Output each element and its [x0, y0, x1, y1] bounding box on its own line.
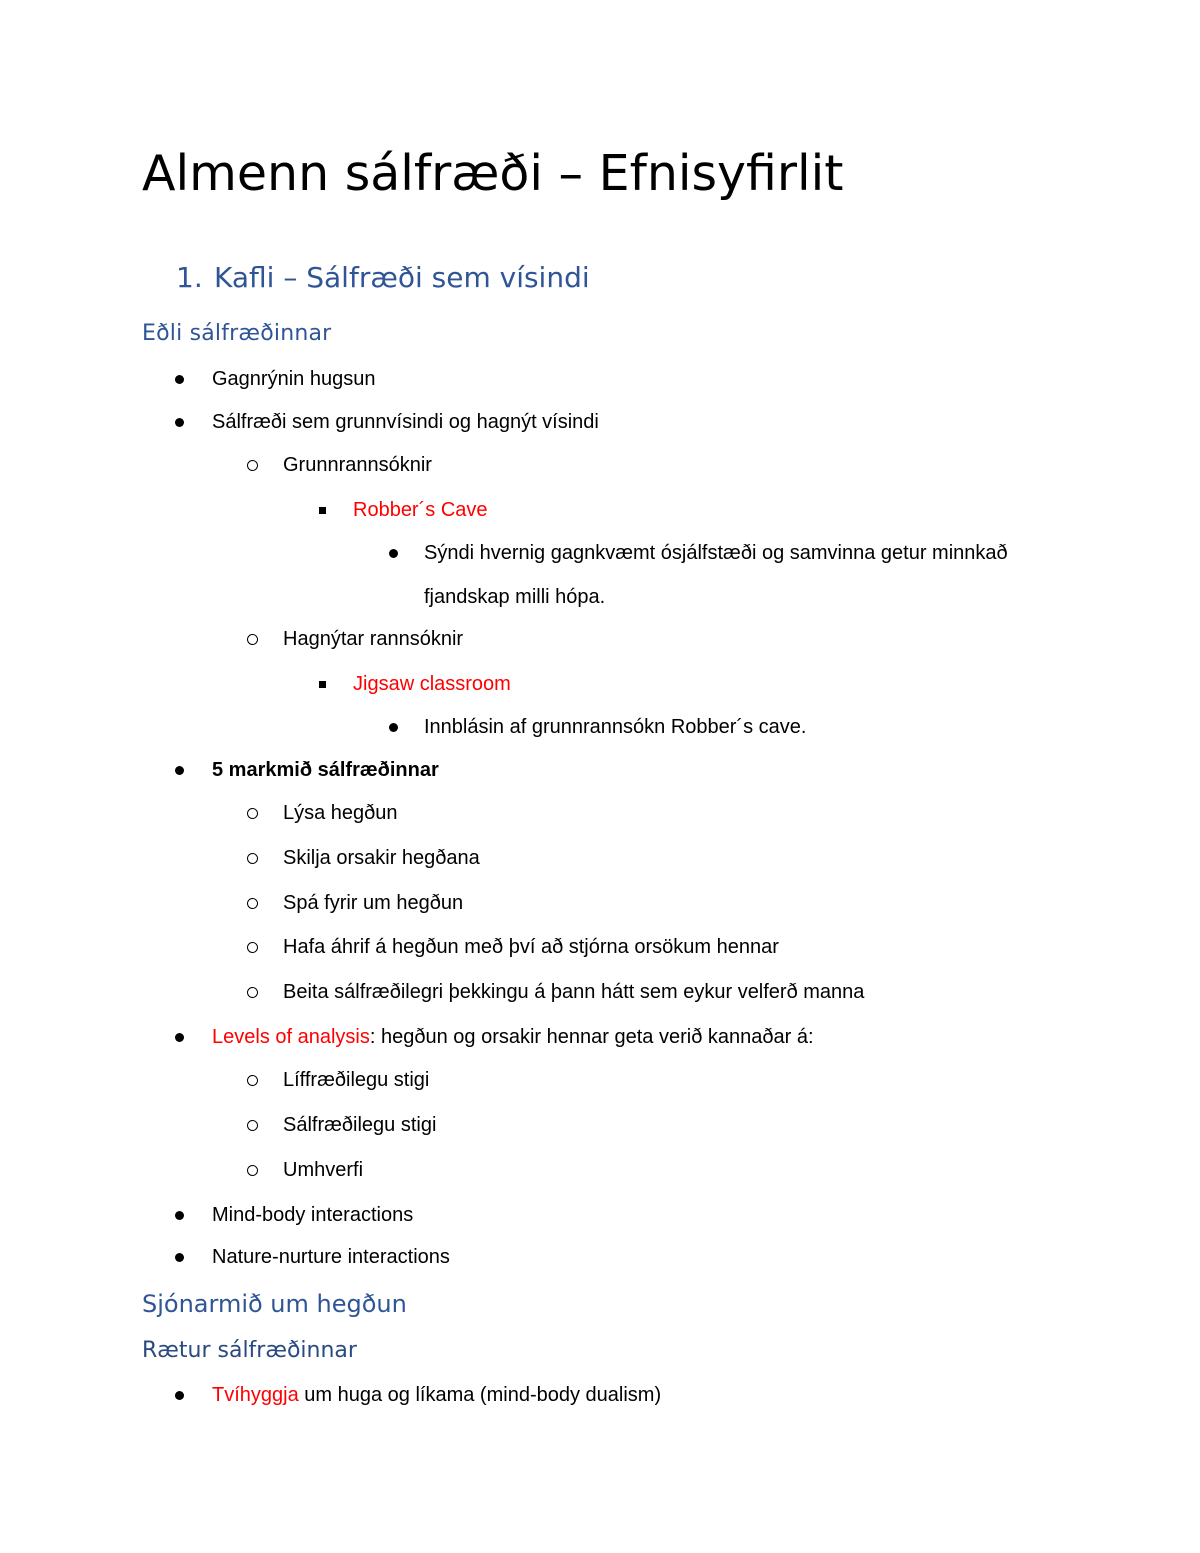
bullet-dot-icon	[389, 549, 398, 558]
bullet-circle-icon	[247, 1165, 258, 1176]
bullet-dot-icon	[175, 375, 184, 384]
term-highlight: Tvíhyggja	[212, 1384, 299, 1406]
bullet-dot-icon	[175, 1391, 184, 1400]
term-description: : hegðun og orsakir hennar geta verið kannaðar á:	[369, 1026, 814, 1048]
bullet-dot-icon	[175, 1033, 184, 1042]
list-item: Sýndi hvernig gagnkvæmt ósjálfstæði og samvinna getur minnkað	[424, 542, 1008, 564]
list-item	[212, 1023, 814, 1051]
section-heading-edli: Eðli sálfræðinnar	[142, 321, 332, 346]
term-description: um huga og líkama (mind-body dualism)	[298, 1384, 662, 1406]
bullet-dot-icon	[175, 1253, 184, 1262]
chapter-heading	[176, 258, 590, 298]
bullet-dot-icon	[175, 418, 184, 427]
bullet-square-icon	[319, 507, 326, 514]
bullet-circle-icon	[247, 1120, 258, 1131]
page-title: Almenn sálfræði – Efnisyfirlit	[142, 145, 844, 202]
list-item: Beita sálfræðilegri þekkingu á þann hátt sem eykur velferð manna	[283, 981, 865, 1003]
list-item: Mind-body interactions	[212, 1204, 414, 1226]
list-item: Hagnýtar rannsóknir	[283, 628, 464, 650]
section-heading-raetur: Rætur sálfræðinnar	[142, 1338, 357, 1363]
bullet-circle-icon	[247, 634, 258, 645]
bullet-circle-icon	[247, 808, 258, 819]
bullet-dot-icon	[175, 766, 184, 775]
term-highlight: Levels of analysis	[212, 1026, 370, 1048]
list-item: Jigsaw classroom	[353, 673, 511, 695]
bullet-dot-icon	[389, 723, 398, 732]
list-item: Hafa áhrif á hegðun með því að stjórna orsökum hennar	[283, 936, 779, 958]
list-item: Sálfræði sem grunnvísindi og hagnýt vísindi	[212, 411, 599, 433]
list-item: Umhverfi	[283, 1159, 364, 1181]
list-item: Gagnrýnin hugsun	[212, 368, 376, 390]
list-item	[212, 1381, 661, 1409]
bullet-circle-icon	[247, 1075, 258, 1086]
chapter-title: Kafli – Sálfræði sem vísindi	[214, 261, 590, 294]
list-item: Nature-nurture interactions	[212, 1246, 450, 1268]
list-item: Robber´s Cave	[353, 499, 488, 521]
list-item: Grunnrannsóknir	[283, 454, 432, 476]
bullet-dot-icon	[175, 1211, 184, 1220]
list-item: Sálfræðilegu stigi	[283, 1114, 437, 1136]
list-item: Skilja orsakir hegðana	[283, 847, 480, 869]
list-item: 5 markmið sálfræðinnar	[212, 759, 439, 781]
list-item-continuation: fjandskap milli hópa.	[424, 586, 606, 608]
bullet-circle-icon	[247, 942, 258, 953]
bullet-circle-icon	[247, 853, 258, 864]
list-item: Spá fyrir um hegðun	[283, 892, 464, 914]
list-item: Lýsa hegðun	[283, 802, 398, 824]
list-item: Innblásin af grunnrannsókn Robber´s cave.	[424, 716, 807, 738]
section-heading-sjonarmid: Sjónarmið um hegðun	[142, 1290, 407, 1318]
bullet-circle-icon	[247, 898, 258, 909]
bullet-circle-icon	[247, 460, 258, 471]
list-item: Líffræðilegu stigi	[283, 1069, 430, 1091]
bullet-circle-icon	[247, 987, 258, 998]
bullet-square-icon	[319, 681, 326, 688]
chapter-number: 1.	[176, 261, 203, 294]
